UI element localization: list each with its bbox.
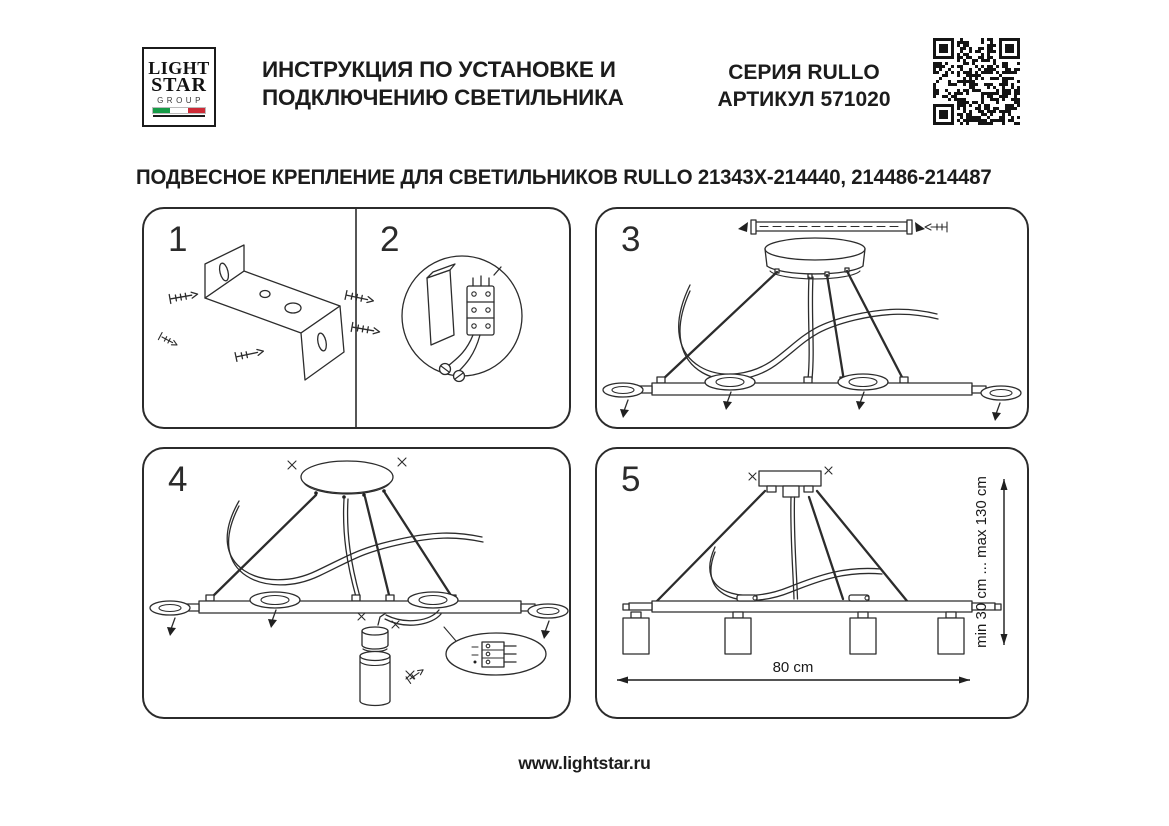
series-info xyxy=(688,59,920,113)
width-dimension-label: 80 cm xyxy=(772,659,814,676)
screw-icon xyxy=(406,667,425,684)
step-number-4: 4 xyxy=(168,460,188,499)
logo-word-star: STAR xyxy=(151,74,207,96)
logo-underline xyxy=(153,115,205,117)
step-number-5: 5 xyxy=(621,460,641,499)
step-number-3: 3 xyxy=(621,220,641,259)
subtitle: ПОДВЕСНОЕ КРЕПЛЕНИЕ ДЛЯ СВЕТИЛЬНИКОВ RULLO 21343X-214440, 214486-214487 xyxy=(136,166,992,189)
panel-step-5 xyxy=(595,447,1029,719)
panel-steps-1-2 xyxy=(142,207,571,429)
qr-code-image xyxy=(933,38,1020,125)
diagram-step-5 xyxy=(597,449,1027,717)
bracket-drawing xyxy=(158,245,380,380)
italian-flag-stripe xyxy=(153,108,205,113)
page-title xyxy=(262,56,624,112)
title-line-2: ПОДКЛЮЧЕНИЮ СВЕТИЛЬНИКА xyxy=(262,85,624,110)
wiring-detail-drawing xyxy=(402,256,522,382)
panel-step-4 xyxy=(142,447,571,719)
logo-word-group: GROUP xyxy=(157,96,204,105)
website-url: www.lightstar.ru xyxy=(518,753,651,773)
article-label: АРТИКУЛ 571020 xyxy=(717,88,891,111)
diagram-step-4 xyxy=(144,449,569,717)
series-label: СЕРИЯ RULLO xyxy=(728,61,880,84)
screw-icon xyxy=(925,222,947,232)
diagram-steps-1-2 xyxy=(144,209,569,427)
logo-word-light: LIGHT xyxy=(148,58,210,78)
diagram-step-3 xyxy=(597,209,1027,427)
lightstar-logo xyxy=(142,47,216,127)
title-line-1: ИНСТРУКЦИЯ ПО УСТАНОВКЕ И xyxy=(262,57,616,82)
step-number-2: 2 xyxy=(380,220,400,259)
step-number-1: 1 xyxy=(168,220,188,259)
panel-step-3 xyxy=(595,207,1029,429)
qr-code xyxy=(933,38,1020,125)
screw-icon xyxy=(158,333,179,349)
height-range-label: min 30 cm ... max 130 cm xyxy=(973,476,990,648)
